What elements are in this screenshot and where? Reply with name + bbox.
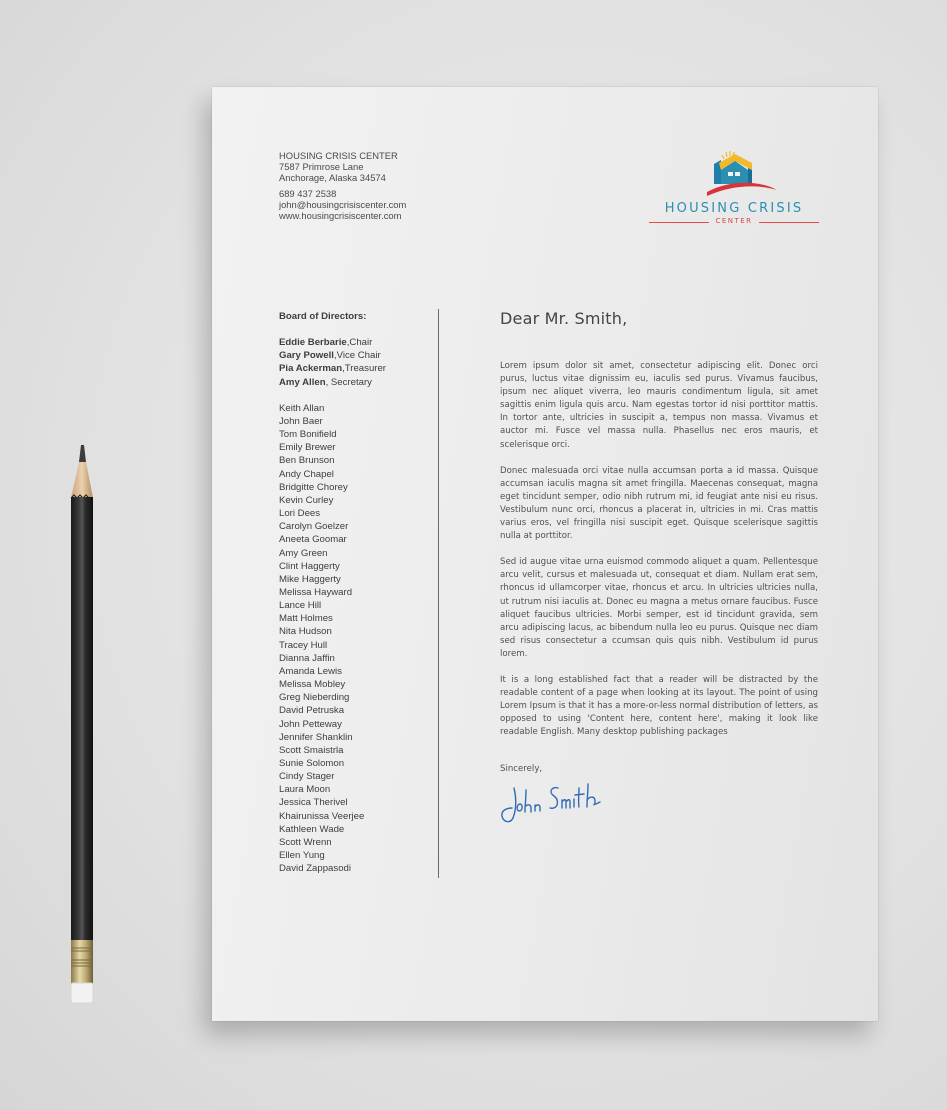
- officer-row: [279, 362, 429, 375]
- board-member: Melissa Mobley: [279, 679, 346, 691]
- board-member: Amy Green: [279, 547, 328, 559]
- board-member: Laura Moon: [279, 784, 331, 796]
- board-officers: [279, 336, 429, 389]
- board-member: Carolyn Goelzer: [279, 521, 349, 533]
- pencil-icon: [68, 440, 96, 1008]
- board-member: Nita Hudson: [279, 626, 332, 638]
- board-member: Tracey Hull: [279, 639, 328, 651]
- board-member: Aneeta Goomar: [279, 534, 347, 546]
- sender-phone: 689 437 2538: [279, 188, 337, 199]
- board-member: Ellen Yung: [279, 850, 325, 862]
- board-member: Kathleen Wade: [279, 823, 345, 835]
- officer-role: ,Vice Chair: [333, 350, 381, 362]
- letter-paragraph: Lorem ipsum dolor sit amet, consectetur adipiscing elit. Donec orci purus, luctus vitae dignissim eu, iaculis sed purus. Vivamus faucibus, ipsum nec aliquet viverra, leo mauris condimentum ligula, sit amet sagittis enim ligula quis arcu. Nam egestas tortor id nisi porttitor mattis. In tortor ante, ultricies in suscipit a, tempus non massa. Vivamus et auctor mi. Fusce vel massa nulla. Phasellus nec eros mauris, et scelerisque orci.: [500, 361, 818, 450]
- sender-address-line2: Anchorage, Alaska 34574: [279, 172, 386, 183]
- officer-role: , Secretary: [325, 376, 372, 388]
- board-member: Sunie Solomon: [279, 758, 345, 769]
- board-member: Cindy Stager: [279, 771, 335, 783]
- signature-icon: [500, 778, 610, 828]
- board-member: David Zappasodi: [279, 863, 351, 875]
- officer-name: Pia Ackerman: [279, 363, 343, 375]
- board-member: Lance Hill: [279, 600, 322, 612]
- closing: Sincerely,: [500, 764, 543, 775]
- board-member: John Baer: [279, 415, 323, 427]
- signature: [500, 778, 818, 828]
- board-member: Dianna Jaffin: [279, 652, 335, 664]
- board-members-list: [279, 402, 429, 876]
- board-member: Matt Holmes: [279, 613, 333, 625]
- letterhead-page: [212, 87, 878, 1021]
- sender-organization: HOUSING CRISIS CENTER: [279, 150, 398, 161]
- board-member: Scott Wrenn: [279, 836, 332, 848]
- logo-subtitle-row: [649, 217, 819, 227]
- board-member: Scott Smaistrla: [279, 744, 344, 756]
- board-member: Mike Haggerty: [279, 573, 341, 585]
- board-member: Melissa Hayward: [279, 586, 353, 598]
- board-member: Andy Chapel: [279, 468, 334, 480]
- board-member: Amanda Lewis: [279, 665, 342, 677]
- organization-logo: [649, 150, 819, 230]
- officer-role: ,Chair: [346, 337, 373, 349]
- sender-block: [279, 150, 406, 221]
- board-member: Clint Haggerty: [279, 560, 340, 572]
- letter-paragraph: It is a long established fact that a reader will be distracted by the readable content of a page when looking at its layout. The point of using Lorem Ipsum is that it has a more-or-less normal distribution of letters, as opposed to using 'Content here, content here', making it look like readable English. Many desktop publishing packages: [500, 674, 818, 738]
- officer-row: [279, 336, 429, 349]
- house-logo-icon: [649, 150, 819, 200]
- officer-name: Gary Powell: [279, 350, 334, 362]
- officer-role: ,Treasurer: [342, 363, 387, 375]
- board-member: John Petteway: [279, 718, 342, 730]
- officer-row: [279, 376, 429, 389]
- board-of-directors: [279, 310, 429, 875]
- officer-row: [279, 349, 429, 362]
- board-member: Khairunissa Veerjee: [279, 810, 365, 822]
- board-member: Ben Brunson: [279, 455, 335, 467]
- sender-website: www.housingcrisiscenter.com: [279, 210, 402, 221]
- logo-subtitle: CENTER: [715, 217, 753, 225]
- board-member: Bridgitte Chorey: [279, 481, 348, 493]
- board-member: Emily Brewer: [279, 442, 336, 454]
- board-member: Kevin Curley: [279, 494, 334, 506]
- sender-email: john@housingcrisiscenter.com: [279, 199, 407, 210]
- sender-address-line1: 7587 Primrose Lane: [279, 161, 364, 172]
- board-heading: Board of Directors:: [279, 311, 367, 322]
- board-member: Jessica Therivel: [279, 797, 348, 809]
- logo-title: HOUSING CRISIS: [664, 201, 804, 216]
- column-divider: [438, 309, 439, 878]
- board-member: Keith Allan: [279, 402, 325, 414]
- letter-body: [500, 309, 818, 828]
- officer-name: Eddie Berbarie: [279, 337, 347, 349]
- board-member: Jennifer Shanklin: [279, 731, 353, 743]
- salutation: Dear Mr. Smith,: [500, 309, 628, 328]
- letter-paragraph: Donec malesuada orci vitae nulla accumsan porta a id massa. Quisque accumsan iaculis magna sit amet fringilla. Maecenas consequat, magna eget tincidunt semper, odio nibh rutrum mi, id feugiat ante nisi eu risus. Vestibulum nunc orci, rhoncus a placerat in, ultricies in mi. Cras mattis varius eros, vel fringilla nisi suscipit eget. Quisque scelerisque sagittis nulla at porttitor.: [500, 465, 818, 542]
- officer-name: Amy Allen: [279, 376, 326, 388]
- board-member: Lori Dees: [279, 508, 321, 520]
- letter-paragraph: Sed id augue vitae urna euismod commodo aliquet a quam. Pellentesque arcu velit, cursus et malesuada ut, consequat et diam. Nullam erat sem, rhoncus id ullamcorper vitae, rhoncus et arcu. In ultricies ultricies nulla, ut rutrum nisi iaculis at. Donec eu magna a metus ornare faucibus. Fusce aliquet faucibus ultricies. Morbi semper, est id tincidunt gravida, sem arcu adipiscing lacus, ac bibendum nulla leo eu purus. Quisque nec diam sed risus consectetur a ccumsan quis quis nibh. Vestibulum id purus lorem.: [500, 557, 818, 659]
- board-member: David Petruska: [279, 705, 345, 717]
- board-member: Greg Nieberding: [279, 692, 350, 704]
- board-member: Tom Bonifield: [279, 429, 337, 441]
